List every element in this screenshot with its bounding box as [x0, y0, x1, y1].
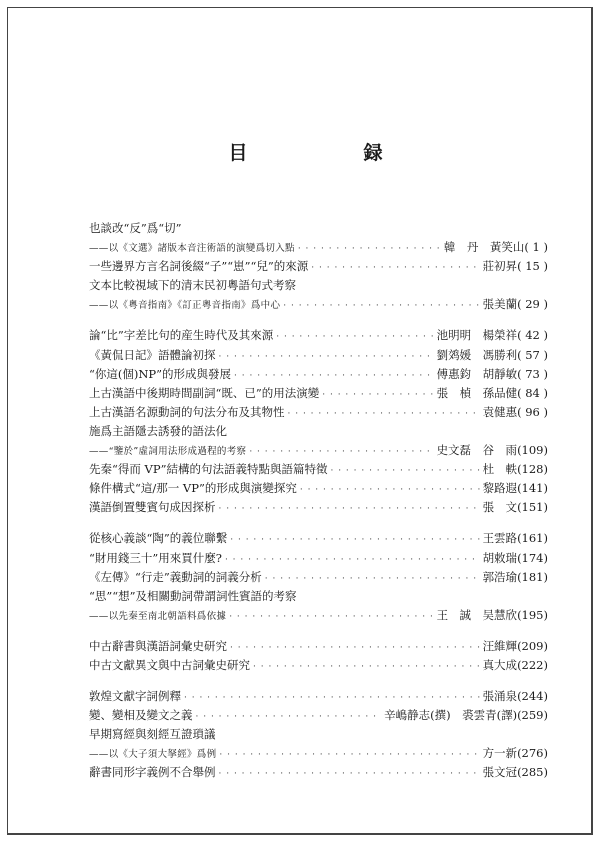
toc-entry[interactable] [89, 346, 548, 365]
entry-author-page [483, 479, 548, 498]
toc-entry[interactable] [89, 498, 548, 517]
toc-entry[interactable] [89, 687, 548, 706]
entry-author-page [483, 549, 548, 568]
entry-author-page [437, 384, 548, 403]
leader-dots [229, 608, 433, 627]
entry-author-page [483, 529, 548, 548]
entry-author-page [483, 744, 548, 763]
entry-author-page [483, 403, 548, 422]
entry-title: 上古漢語名源動詞的句法分布及其物性 [89, 404, 285, 419]
entry-title: “財用錢三十”用來買什麼? [89, 550, 222, 565]
entry-page: (285) [517, 765, 548, 780]
entry-author-page [437, 606, 548, 625]
toc-group [89, 326, 548, 517]
entry-author: 汪維輝 [482, 638, 518, 653]
entry-subtitle: ——以《大子須大拏經》爲例 [89, 749, 217, 761]
entry-title: 中古辭書與漢語詞彙史研究 [89, 638, 227, 653]
toc-entry[interactable] [89, 479, 548, 498]
entry-page: (161) [517, 531, 548, 546]
entry-page: ( 84 ) [517, 385, 548, 400]
toc-entry-subtitle[interactable] [89, 606, 548, 625]
entry-title: 《黃侃日記》語體論初探 [89, 347, 216, 362]
entry-title: 早期寫經與刻經互證瑣議 [89, 727, 216, 742]
toc-entry[interactable] [89, 656, 548, 675]
toc-entry[interactable] [89, 549, 548, 568]
toc-group [89, 687, 548, 782]
entry-author-page [483, 498, 548, 517]
entry-page: (181) [517, 569, 548, 584]
page-title: 目 録 [228, 142, 409, 164]
entry-author: 池明明 楊榮祥 [436, 328, 518, 343]
entry-page: (276) [517, 746, 548, 761]
entry-author: 莊初昇 [482, 259, 518, 274]
entry-page: ( 57 ) [517, 347, 548, 362]
toc-entry[interactable] [89, 403, 548, 422]
entry-author: 郭浩瑜 [482, 569, 518, 584]
toc-entry[interactable] [89, 326, 548, 345]
toc-group [89, 529, 548, 624]
entry-page: (209) [517, 638, 548, 653]
toc-entry[interactable] [89, 365, 548, 384]
entry-title: 敦煌文獻字詞例釋 [89, 689, 181, 704]
entry-author-page [483, 460, 548, 479]
entry-title: 從核心義談“陶”的義位聯繫 [89, 531, 228, 546]
entry-subtitle: ——以先秦至南北朝語料爲依據 [89, 610, 227, 622]
entry-page: ( 42 ) [517, 328, 548, 343]
table-of-contents [89, 219, 548, 795]
toc-entry[interactable] [89, 276, 548, 295]
entry-author: 辛嶋静志(撰) 裘雲青(譯) [384, 708, 518, 723]
entry-author-page [483, 656, 548, 675]
leader-dots [283, 297, 479, 316]
entry-title: 辭書同形字義例不合舉例 [89, 765, 216, 780]
entry-author: 胡敕瑞 [482, 550, 518, 565]
entry-title: 文本比較視域下的清末民初粵語句式考察 [89, 278, 296, 293]
entry-author-page [483, 687, 548, 706]
entry-author: 史文磊 谷 雨 [436, 443, 518, 458]
entry-author-page [384, 706, 548, 725]
entry-subtitle: ——“鑒於”虛詞用法形成過程的考察 [89, 446, 247, 458]
entry-title: 施爲主語隱去誘發的語法化 [89, 423, 227, 438]
entry-author: 張 楨 孫品健 [436, 385, 518, 400]
entry-author-page [444, 238, 548, 257]
entry-title: 論“比”字差比句的産生時代及其來源 [89, 328, 274, 343]
entry-author: 韓 丹 黃笑山 [443, 240, 525, 255]
toc-entry[interactable] [89, 763, 548, 782]
leader-dots [219, 765, 480, 784]
entry-page: ( 1 ) [524, 240, 548, 255]
entry-author: 傅惠鈞 胡靜敏 [436, 366, 518, 381]
entry-author-page [437, 441, 548, 460]
entry-title: 一些邊界方言名詞後綴“子”“崽”“兒”的來源 [89, 259, 309, 274]
entry-title: 《左傳》“行走”義動詞的詞義分析 [89, 569, 262, 584]
entry-page: (141) [517, 481, 548, 496]
entry-author-page [437, 365, 548, 384]
toc-entry-subtitle[interactable] [89, 441, 548, 460]
entry-author: 王雲路 [482, 531, 518, 546]
entry-author: 杜 軼 [482, 462, 518, 477]
entry-author: 張文冠 [482, 765, 518, 780]
toc-entry[interactable] [89, 637, 548, 656]
entry-author: 張 文 [482, 500, 518, 515]
toc-entry[interactable] [89, 422, 548, 441]
toc-entry-subtitle[interactable] [89, 238, 548, 257]
entry-title: 中古文獻異文與中古詞彙史研究 [89, 657, 250, 672]
entry-author-page [483, 295, 548, 314]
entry-page: (174) [517, 550, 548, 565]
entry-author: 袁健惠 [482, 404, 518, 419]
entry-title: 上古漢語中後期時間副詞“既、已”的用法演變 [89, 385, 320, 400]
entry-author: 張美蘭 [482, 297, 518, 312]
entry-author-page [483, 763, 548, 782]
entry-page: (222) [517, 657, 548, 672]
entry-title: “你這(個)NP”的形成與發展 [89, 366, 232, 381]
entry-title: 漢語倒置雙賓句成因探析 [89, 500, 216, 515]
entry-page: ( 96 ) [517, 404, 548, 419]
entry-page: (151) [517, 500, 548, 515]
toc-entry[interactable] [89, 568, 548, 587]
entry-page: ( 73 ) [517, 366, 548, 381]
entry-title: 也談改“反”爲“切” [89, 221, 182, 235]
entry-author-page [483, 257, 548, 276]
entry-title: 變、變相及變文之義 [89, 708, 193, 723]
entry-page: (128) [517, 462, 548, 477]
toc-entry[interactable] [89, 219, 548, 238]
leader-dots [253, 658, 480, 677]
entry-author-page [437, 326, 548, 345]
toc-entry[interactable] [89, 460, 548, 479]
entry-author: 張涌泉 [482, 689, 518, 704]
entry-page: (259) [517, 708, 548, 723]
toc-entry[interactable] [89, 725, 548, 744]
entry-subtitle: ——以《粵音指南》《訂正粵音指南》爲中心 [89, 300, 281, 312]
entry-page: ( 29 ) [517, 297, 548, 312]
entry-author: 王 誠 吴慧欣 [436, 607, 518, 622]
entry-author-page [483, 568, 548, 587]
toc-entry[interactable] [89, 529, 548, 548]
entry-title: “思”“想”及相關動詞帶謂詞性賓語的考察 [89, 588, 297, 603]
entry-title: 先秦“得而 VP”結構的句法語義特點與語篇特徵 [89, 462, 328, 477]
entry-subtitle: ——以《文選》諸版本音注術語的演變爲切入點 [89, 243, 295, 255]
entry-page: (244) [517, 689, 548, 704]
toc-entry[interactable] [89, 257, 548, 276]
toc-entry[interactable] [89, 706, 548, 725]
entry-page: (109) [517, 443, 548, 458]
toc-entry-subtitle[interactable] [89, 295, 548, 314]
toc-entry-subtitle[interactable] [89, 744, 548, 763]
entry-author: 方一新 [482, 746, 518, 761]
entry-author: 黎路遐 [482, 481, 518, 496]
entry-author: 真大成 [482, 657, 518, 672]
entry-author: 劉䴔媛 馮勝利 [436, 347, 518, 362]
toc-group [89, 637, 548, 675]
toc-group [89, 219, 548, 314]
entry-author-page [483, 637, 548, 656]
toc-entry[interactable] [89, 384, 548, 403]
entry-author-page [437, 346, 548, 365]
toc-entry[interactable] [89, 587, 548, 606]
entry-page: (195) [517, 607, 548, 622]
leader-dots [219, 500, 480, 519]
entry-page: ( 15 ) [517, 259, 548, 274]
entry-title: 條件構式“這/那一 VP”的形成與演變探究 [89, 481, 297, 496]
